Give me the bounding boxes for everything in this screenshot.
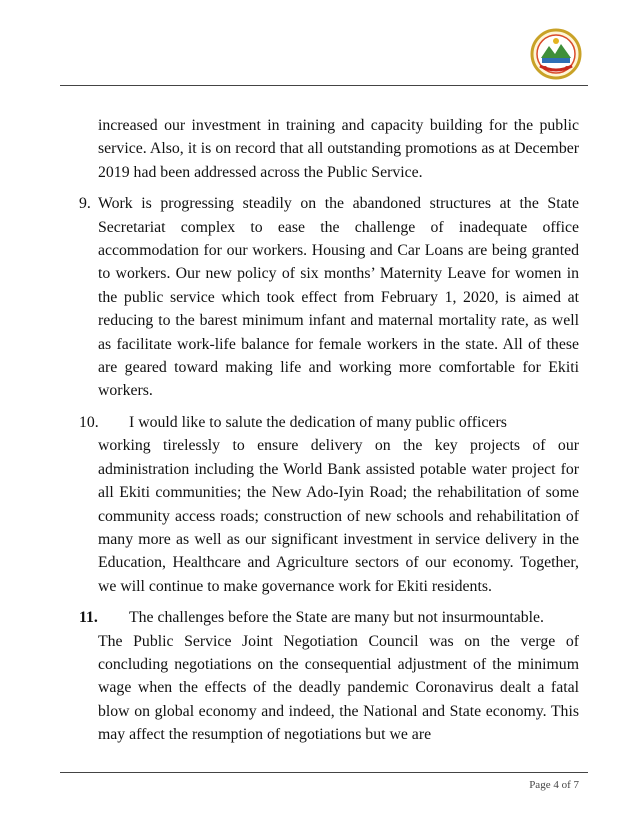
paragraph-10-number: 10. bbox=[79, 413, 99, 431]
paragraph-11-text: The Public Service Joint Negotiation Council was on the verge of concluding negotiations on the consequential adjustment of the minimum wage when the effects of the deadly pandemic Coronavirus dealt a fatal blow on global economy and indeed, the National and State economy. This may affect the resumption of negotiations but we are bbox=[98, 632, 579, 744]
paragraph-11-first-line: The challenges before the State are many but not insurmountable. bbox=[129, 609, 544, 627]
paragraph-11-number: 11. bbox=[79, 609, 98, 627]
page-number-footer bbox=[500, 779, 579, 791]
page-label: Page bbox=[529, 779, 551, 791]
paragraph-10-first-line: I would like to salute the dedication of many public officers bbox=[129, 413, 507, 431]
paragraph-10 bbox=[79, 411, 579, 598]
paragraph-10-text: working tirelessly to ensure delivery on the key projects of our administration including the World Bank assisted potable water project for all Ekiti communities; the New Ado-Iyin Road; the rehabilitation of some community access roads; construction of new schools and rehabilitation of many more as well as our significant investment in service delivery in the Education, Healthcare and Agriculture sectors of our economy. Together, we will continue to make governance work for Ekiti residents. bbox=[98, 437, 579, 595]
page-total: 7 bbox=[573, 779, 579, 791]
header-divider bbox=[60, 85, 588, 86]
page-of-label: of bbox=[561, 779, 571, 791]
paragraph-10-lead bbox=[79, 411, 579, 434]
paragraph-11-lead bbox=[79, 606, 579, 629]
paragraph-9-text: Work is progressing steadily on the abandoned structures at the State Secretariat complex to ease the challenge of inadequate office accommodation for our workers. Housing and Car Loans are being granted to workers. Our new policy of six months’ Maternity Leave for women in the public service which took effect from February 1, 2020, is aimed at reducing to the barest minimum infant and maternal mortality rate, as well as facilitate work-life balance for female workers in the state. All of these are geared toward making life and working more comfortable for Ekiti workers. bbox=[98, 195, 579, 400]
document-body bbox=[79, 114, 579, 755]
footer-divider bbox=[60, 772, 588, 773]
page-current: 4 bbox=[553, 779, 559, 791]
paragraph-8-continuation: increased our investment in training and capacity building for the public service. Also, it is on record that all outstanding promotions as at December 2019 had been addressed across the Public Service. bbox=[98, 117, 579, 181]
paragraph-11 bbox=[79, 606, 579, 746]
ekiti-state-seal-icon bbox=[530, 28, 582, 80]
paragraph-9 bbox=[79, 192, 579, 403]
paragraph-9-number: 9. bbox=[79, 195, 91, 213]
